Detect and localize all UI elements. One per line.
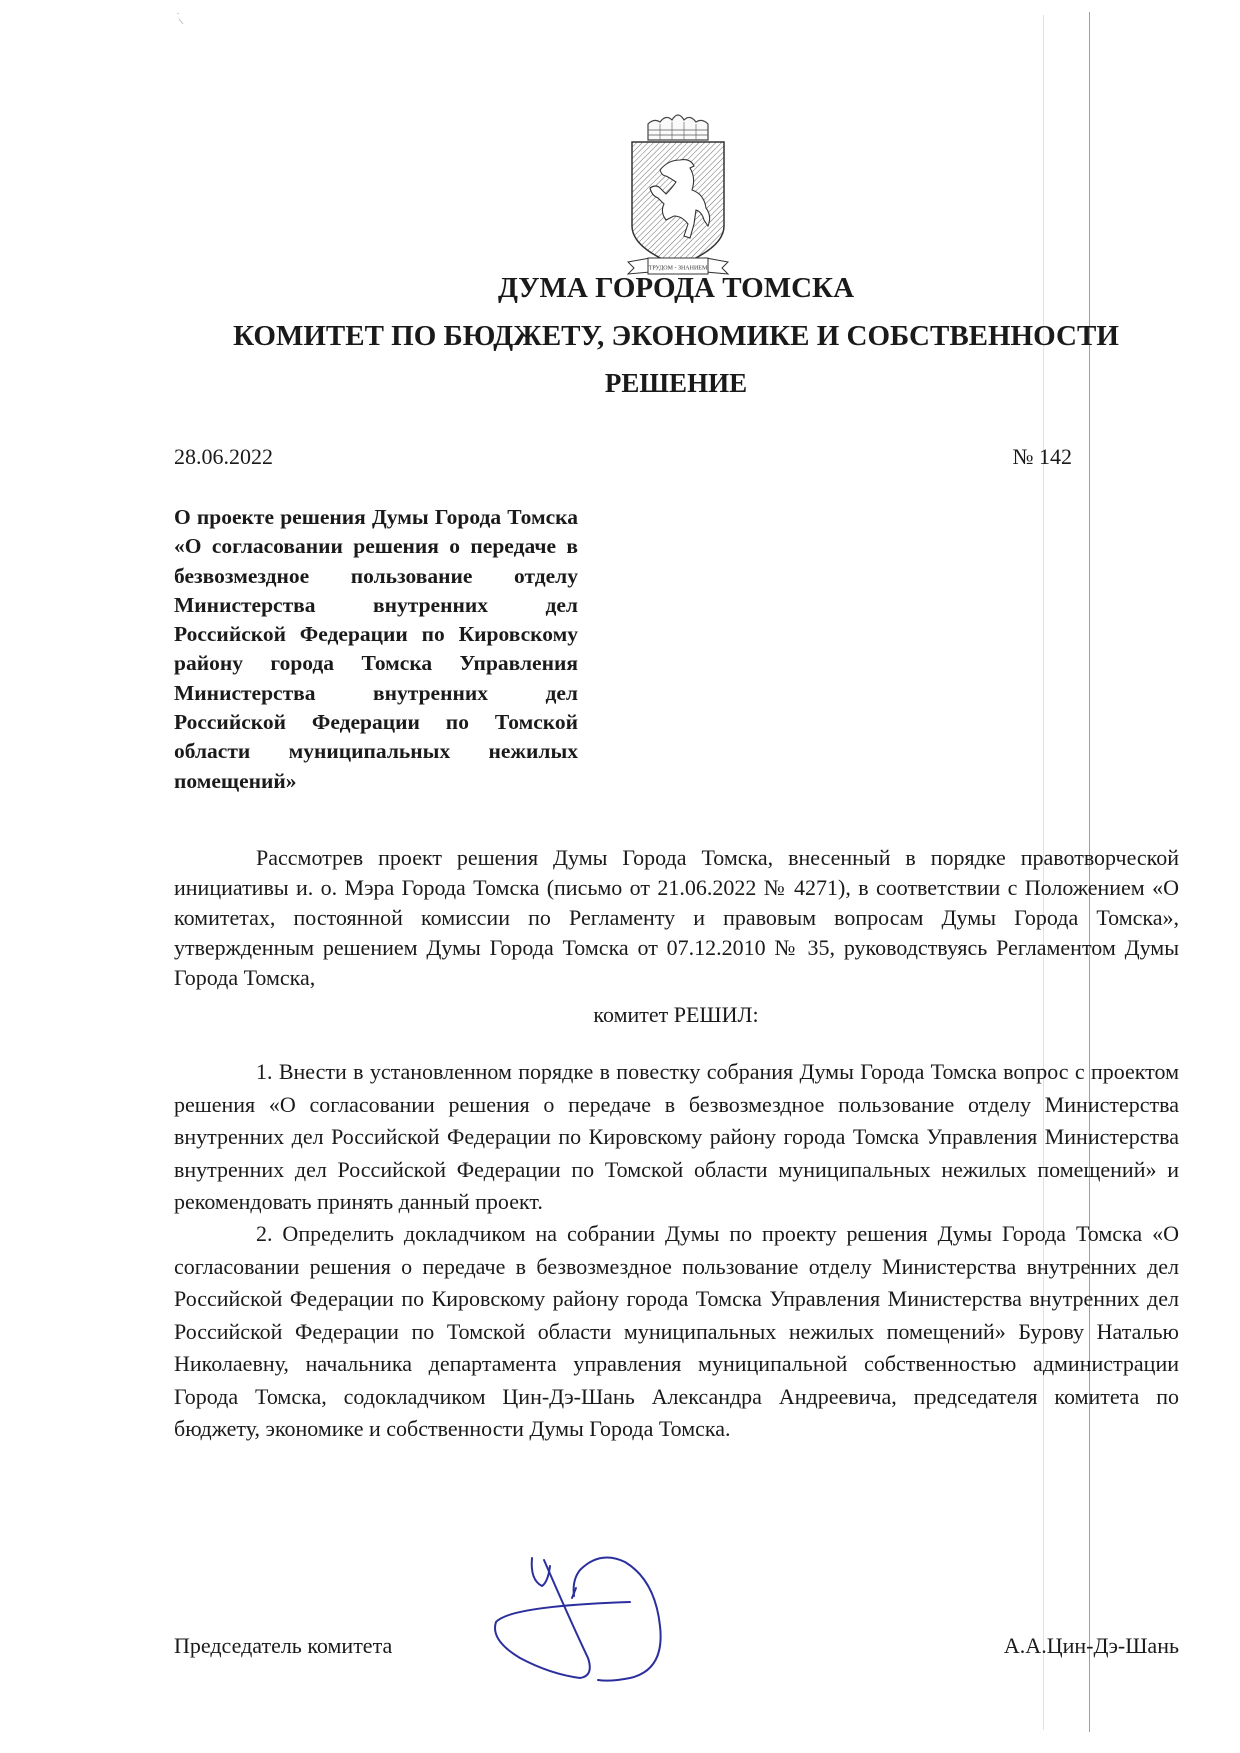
signatory-title: Председатель комитета [174, 1633, 393, 1658]
resolution-item-1: 1. Внести в установленном порядке в повестку собрания Думы Города Томска вопрос с проектом решения «О согласовании решения о передаче в безвозмездное пользование отделу Министерства внутренних дел Российской Федерации по Кировскому району города Томска Управления Министерства внутренних дел Российской Федерации по Томской области муниципальных нежилых помещений» и рекомендовать принять данный проект. [174, 1059, 1179, 1214]
handwritten-signature-icon [450, 1540, 710, 1710]
document-type-title: РЕШЕНИЕ [604, 368, 748, 398]
resolved-heading: комитет РЕШИЛ: [593, 1002, 759, 1027]
committee-title: КОМИТЕТ ПО БЮДЖЕТУ, ЭКОНОМИКЕ И СОБСТВЕННОСТИ [233, 320, 1119, 352]
svg-text:ТРУДОМ - ЗНАНИЕМ: ТРУДОМ - ЗНАНИЕМ [648, 265, 708, 272]
intro-paragraph: Рассмотрев проект решения Думы Города Томска, внесенный в порядке правотворческой инициативы и. о. Мэра Города Томска (письмо от 21.06.2022 № 4271), в соответствии с Положением «О комитетах, постоянной комиссии по Регламенту и правовым вопросам Думы Города Томска», утвержденным решением Думы Города Томска от 07.12.2010 № 35, руководствуясь Регламентом Думы Города Томска, [174, 845, 1179, 990]
resolution-item-2: 2. Определить докладчиком на собрании Думы по проекту решения Думы Города Томска «О согласовании решения о передаче в безвозмездное пользование отделу Министерства внутренних дел Российской Федерации по Кировскому району города Томска Управления Министерства внутренних дел Российской Федерации по Томской области муниципальных нежилых помещений» Бурову Наталью Николаевну, начальника департамента управления муниципальной собственностью администрации Города Томска, содокладчиком Цин-Дэ-Шань Александра Андреевича, председателя комитета по бюджету, экономике и собственности Думы Города Томска. [174, 1221, 1179, 1441]
decision-number: № 142 [1012, 444, 1072, 469]
organization-title: ДУМА ГОРОДА ТОМСКА [497, 272, 855, 304]
decision-date: 28.06.2022 [174, 444, 273, 469]
tomsk-coat-of-arms-icon [620, 108, 736, 283]
scan-speck-icon [176, 12, 184, 26]
signatory-name: А.А.Цин-Дэ-Шань [1003, 1633, 1179, 1658]
decision-subject: О проекте решения Думы Города Томска «О согласовании решения о передаче в безвозмездное пользование отделу Министерства внутренних дел Российской Федерации по Кировскому району города Томска Управления Министерства внутренних дел Российской Федерации по Томской области муниципальных нежилых помещений» [174, 505, 578, 793]
